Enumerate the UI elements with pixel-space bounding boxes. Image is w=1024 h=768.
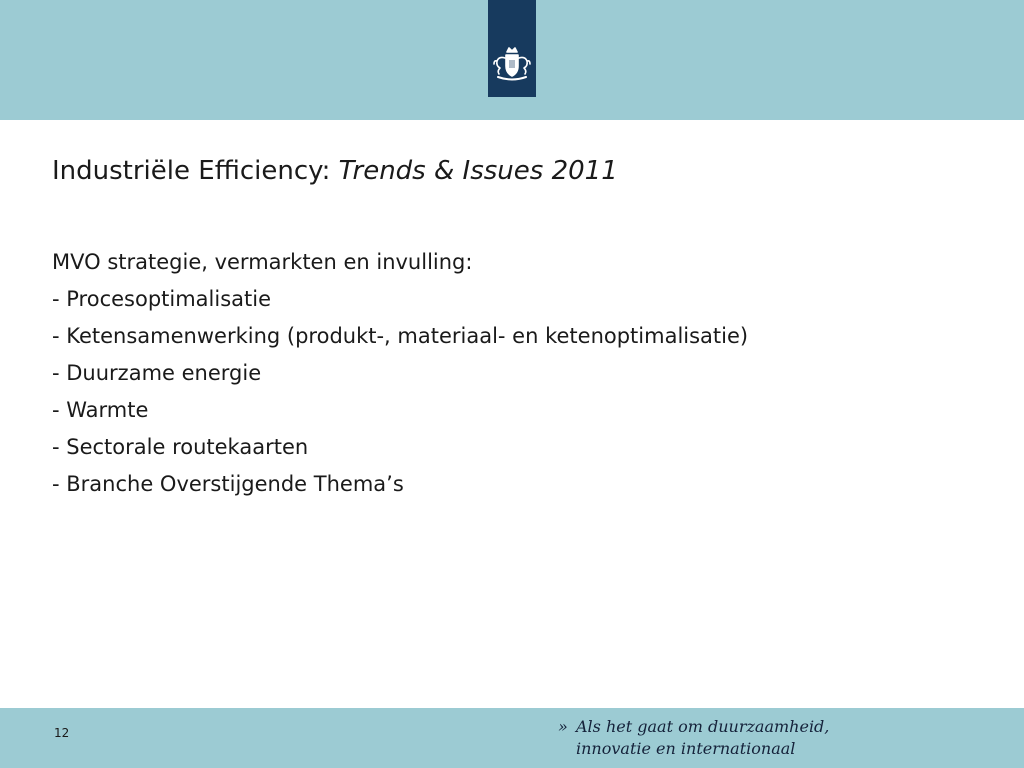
- slide-title-plain: Industriële Efficiency:: [52, 156, 339, 186]
- tagline-line-2: innovatie en internationaal: [576, 739, 796, 758]
- bullet-item: - Sectorale routekaarten: [52, 435, 309, 459]
- slide-body: [52, 244, 992, 503]
- bullet-item: - Branche Overstijgende Thema’s: [52, 472, 404, 496]
- tagline-arrow: »: [558, 717, 568, 736]
- body-intro-line: MVO strategie, vermarkten en invulling:: [52, 250, 473, 274]
- footer-tagline: [558, 716, 829, 760]
- slide-title: [52, 154, 618, 188]
- government-logo: [488, 0, 536, 97]
- page-number: 12: [54, 726, 70, 740]
- tagline-line-1: Als het gaat om duurzaamheid,: [576, 717, 830, 736]
- header-band: [0, 0, 1024, 120]
- slide-title-italic: Trends & Issues 2011: [338, 156, 618, 186]
- bullet-item: - Duurzame energie: [52, 361, 262, 385]
- footer-band: [0, 708, 1024, 768]
- bullet-item: - Warmte: [52, 398, 149, 422]
- royal-coat-of-arms-icon: [491, 46, 533, 86]
- bullet-item: - Ketensamenwerking (produkt-, materiaal- en ketenoptimalisatie): [52, 324, 749, 348]
- bullet-item: - Procesoptimalisatie: [52, 287, 272, 311]
